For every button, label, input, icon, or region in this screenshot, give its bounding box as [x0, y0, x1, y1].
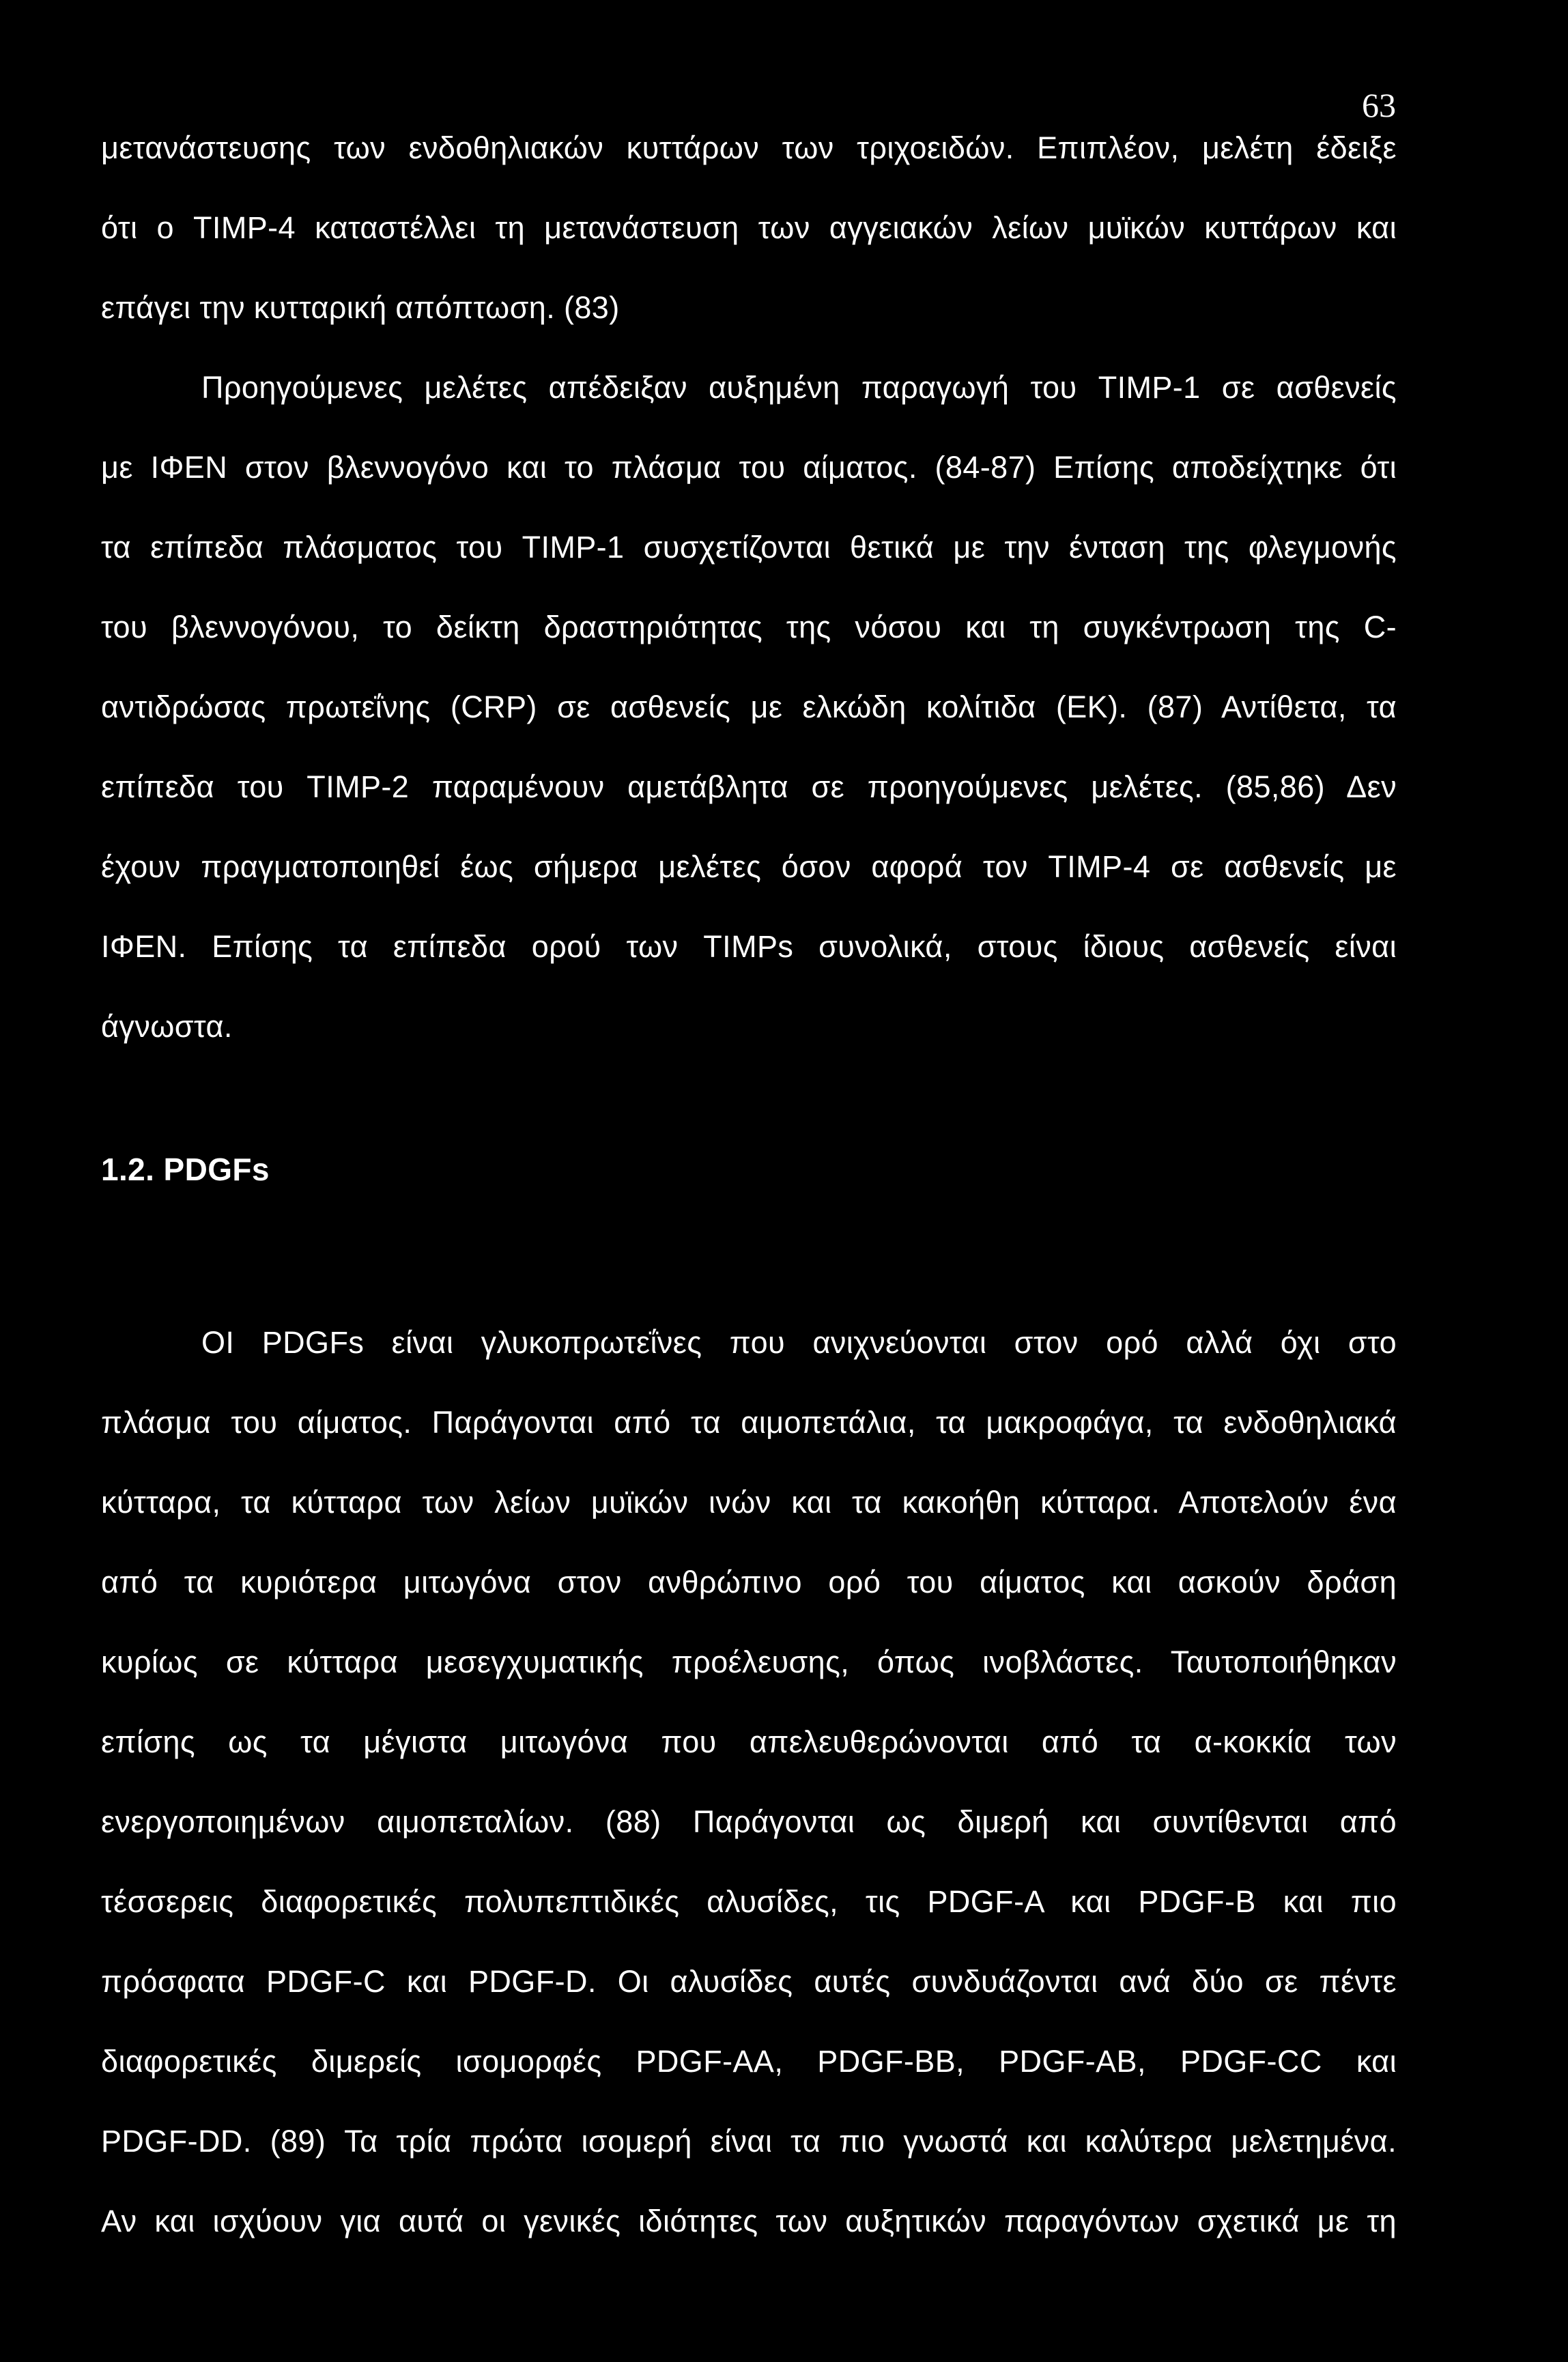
paragraph-line: Αν και ισχύουν για αυτά οι γενικές ιδιότητες των αυξητικών παραγόντων σχετικά με τη	[101, 2204, 1397, 2238]
paragraph-line: επάγει την κυτταρική απόπτωση. (83)	[101, 290, 620, 325]
paragraph	[101, 124, 1397, 364]
paragraph-line: άγνωστα.	[101, 1009, 233, 1044]
paragraph-line: μετανάστευσης των ενδοθηλιακών κυττάρων των τριχοειδών. Επιπλέον, μελέτη έδειξε	[101, 130, 1397, 165]
spacer	[101, 1083, 1397, 1146]
paragraph-line: ΟΙ PDGFs είναι γλυκοπρωτεΐνες που ανιχνεύονται στον ορό αλλά όχι στο	[201, 1325, 1397, 1360]
paragraph-line: τα επίπεδα πλάσματος του TIMP-1 συσχετίζονται θετικά με την ένταση της φλεγμονής	[101, 530, 1397, 565]
paragraph-line: αντιδρώσας πρωτεΐνης (CRP) σε ασθενείς με ελκώδη κολίτιδα (ΕΚ). (87) Αντίθετα, τα	[101, 689, 1397, 724]
page-body	[101, 124, 1397, 2277]
paragraph-line: ενεργοποιημένων αιμοπεταλίων. (88) Παράγονται ως διμερή και συντίθενται από	[101, 1804, 1397, 1839]
paragraph-line: τέσσερεις διαφορετικές πολυπεπτιδικές αλυσίδες, τις PDGF-A και PDGF-B και πιο	[101, 1884, 1397, 1919]
paragraph	[101, 1319, 1397, 2277]
paragraph-line: με ΙΦΕΝ στον βλεννογόνο και το πλάσμα του αίματος. (84-87) Επίσης αποδείχτηκε ότι	[101, 450, 1397, 485]
paragraph-line: Προηγούμενες μελέτες απέδειξαν αυξημένη παραγωγή του TIMP-1 σε ασθενείς	[201, 370, 1397, 405]
paragraph-line: του βλεννογόνου, το δείκτη δραστηριότητας της νόσου και τη συγκέντρωση της C-	[101, 610, 1397, 644]
paragraph-line: κυρίως σε κύτταρα μεσεγχυματικής προέλευσης, όπως ινοβλάστες. Ταυτοποιήθηκαν	[101, 1645, 1397, 1679]
paragraph-line: επίπεδα του TIMP-2 παραμένουν αμετάβλητα σε προηγούμενες μελέτες. (85,86) Δεν	[101, 769, 1397, 804]
paragraph-line: ΙΦΕΝ. Επίσης τα επίπεδα ορού των TIMPs συνολικά, στους ίδιους ασθενείς είναι	[101, 929, 1397, 964]
paragraph-line: πρόσφατα PDGF-C και PDGF-D. Οι αλυσίδες αυτές συνδυάζονται ανά δύο σε πέντε	[101, 1964, 1397, 1999]
paragraph-line: από τα κυριότερα μιτωγόνα στον ανθρώπινο ορό του αίματος και ασκούν δράση	[101, 1565, 1397, 1599]
paragraph-line: διαφορετικές διμερείς ισομορφές PDGF-AA, PDGF-BB, PDGF-AB, PDGF-CC και	[101, 2044, 1397, 2079]
paragraph	[101, 364, 1397, 1083]
paragraph-line: ότι ο TIMP-4 καταστέλλει τη μετανάστευση των αγγειακών λείων μυϊκών κυττάρων και	[101, 210, 1397, 245]
section-heading: 1.2. PDGFs	[101, 1152, 270, 1187]
spacer	[101, 1225, 1397, 1319]
page-number: 63	[1362, 86, 1396, 124]
paragraph-line: κύτταρα, τα κύτταρα των λείων μυϊκών ινών και τα κακοήθη κύτταρα. Αποτελούν ένα	[101, 1485, 1397, 1520]
paragraph-line: έχουν πραγματοποιηθεί έως σήμερα μελέτες όσον αφορά τον TIMP-4 σε ασθενείς με	[101, 849, 1397, 884]
paragraph-line: πλάσμα του αίματος. Παράγονται από τα αιμοπετάλια, τα μακροφάγα, τα ενδοθηλιακά	[101, 1405, 1397, 1440]
paragraph-line: PDGF-DD. (89) Τα τρία πρώτα ισομερή είναι τα πιο γνωστά και καλύτερα μελετημένα.	[101, 2124, 1397, 2159]
paragraph-line: επίσης ως τα μέγιστα μιτωγόνα που απελευθερώνονται από τα α-κοκκία των	[101, 1724, 1397, 1759]
